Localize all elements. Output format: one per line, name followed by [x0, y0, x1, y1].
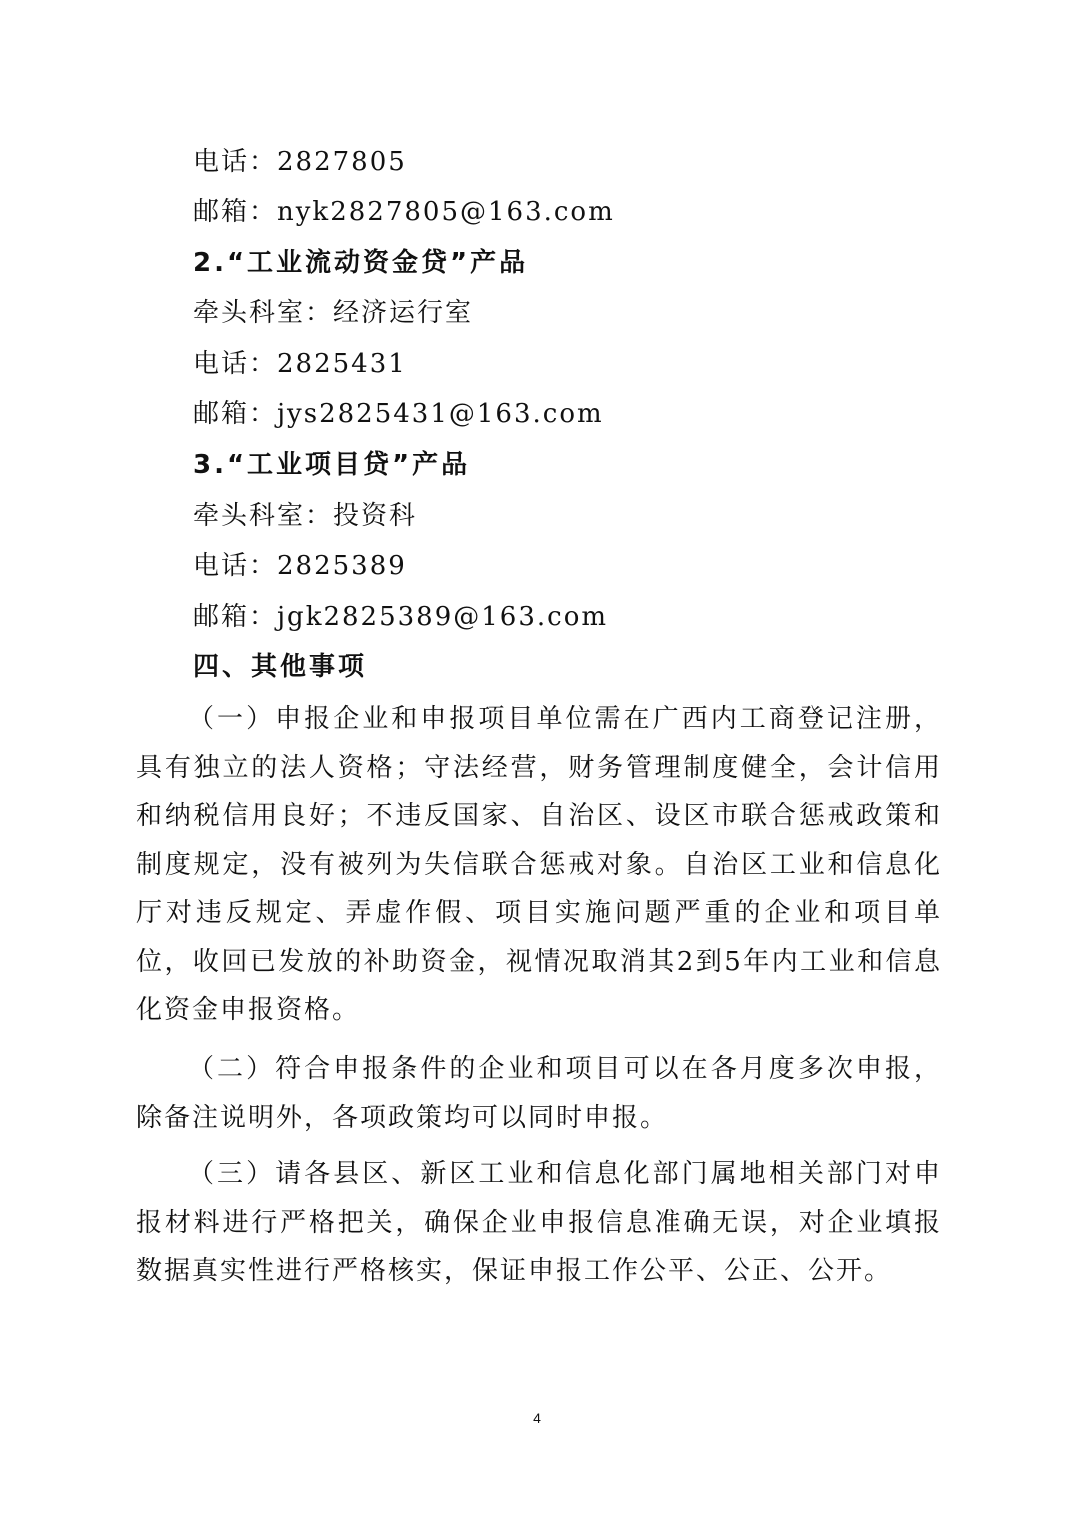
lead-dept-line-2: 牵头科室：经济运行室	[193, 298, 474, 328]
section-title-3: 3.“工业项目贷”产品	[193, 450, 471, 480]
lead-dept-line-3: 牵头科室：投资科	[193, 501, 418, 531]
email-line-1: 邮箱：nyk2827805@163.com	[193, 197, 615, 227]
phone-line-3: 电话：2825389	[193, 551, 407, 581]
page-number: 4	[533, 1410, 541, 1426]
phone-line-1: 电话：2827805	[193, 147, 407, 177]
other-matters-heading: 四、其他事项	[193, 652, 368, 682]
email-line-2: 邮箱：jys2825431@163.com	[193, 399, 604, 429]
email-line-3: 邮箱：jgk2825389@163.com	[193, 602, 609, 632]
other-item-3: （三）请各县区、新区工业和信息化部门属地相关部门对申报材料进行严格把关，确保企业申报信息准确无误，对企业填报数据真实性进行严格核实，保证申报工作公平、公正、公开。	[136, 1159, 942, 1286]
phone-line-2: 电话：2825431	[193, 349, 407, 379]
section-title-2: 2.“工业流动资金贷”产品	[193, 248, 529, 278]
other-item-2: （二）符合申报条件的企业和项目可以在各月度多次申报，除备注说明外，各项政策均可以同时申报。	[136, 1054, 942, 1133]
other-item-1: （一）申报企业和申报项目单位需在广西内工商登记注册，具有独立的法人资格；守法经营，财务管理制度健全，会计信用和纳税信用良好；不违反国家、自治区、设区市联合惩戒政策和制度规定，没有被列为失信联合惩戒对象。自治区工业和信息化厅对违反规定、弄虚作假、项目实施问题严重的企业和项目单位，收回已发放的补助资金，视情况取消其2到5年内工业和信息化资金申报资格。	[136, 704, 942, 1025]
